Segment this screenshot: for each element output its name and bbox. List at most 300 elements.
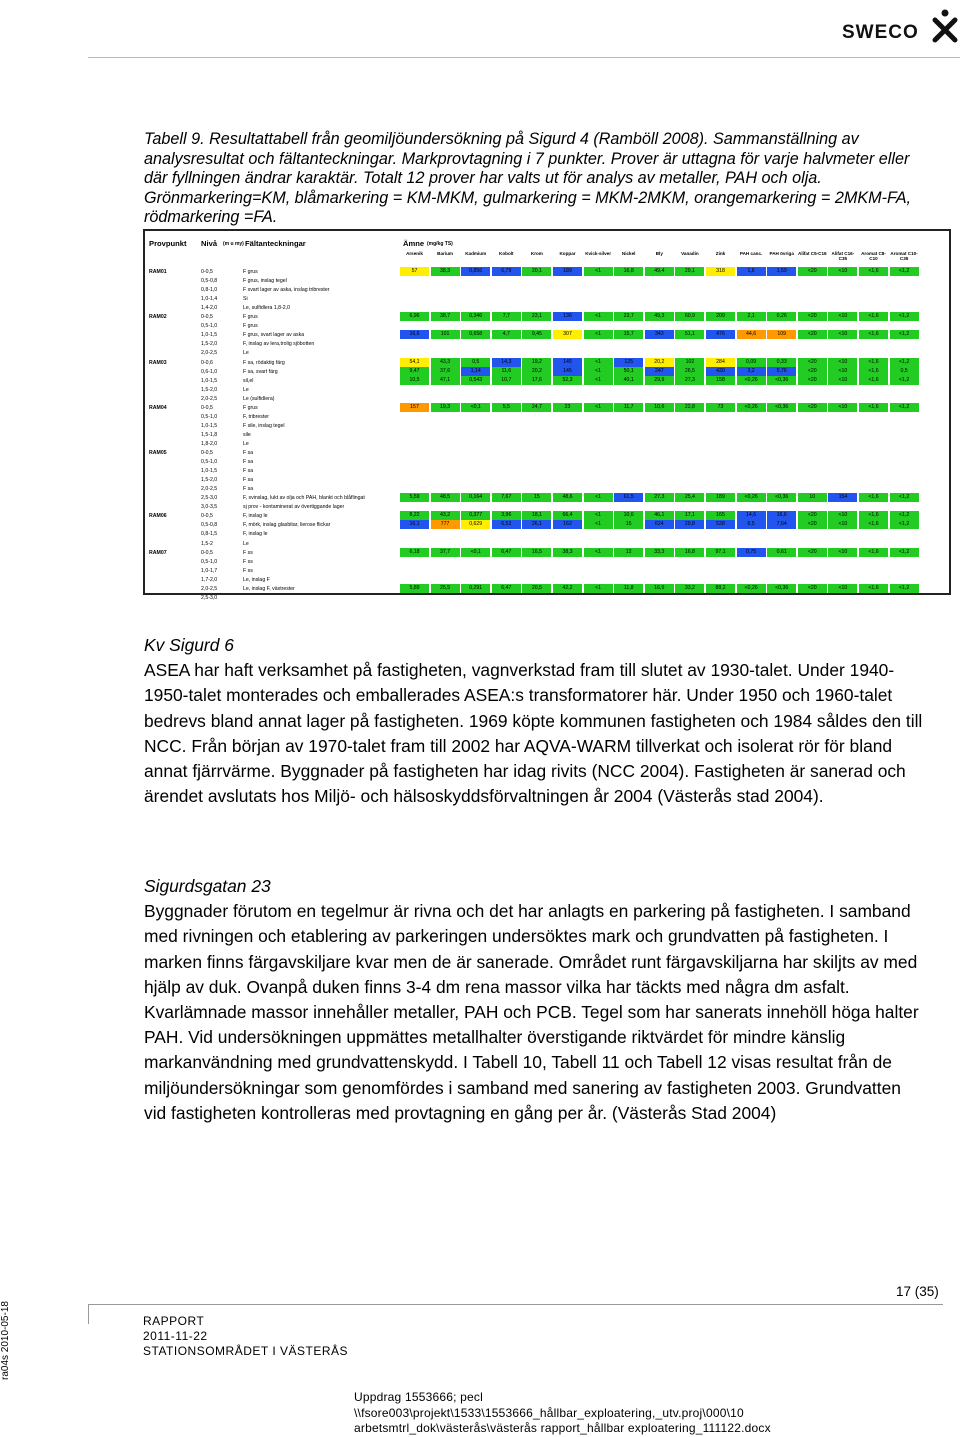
table-header bbox=[145, 231, 949, 251]
value-cell: 8,22 bbox=[400, 511, 429, 520]
value-cell: <1,6 bbox=[859, 403, 888, 412]
value-cell: 29,9 bbox=[645, 376, 674, 385]
provpunkt: RAM02 bbox=[149, 314, 167, 321]
value-cell: 46,1 bbox=[645, 511, 674, 520]
value-cell: 40,1 bbox=[614, 376, 643, 385]
value-cell: 20,2 bbox=[645, 358, 674, 367]
value-cell: 10,7 bbox=[492, 376, 521, 385]
value-cell: 476 bbox=[706, 330, 735, 339]
value-cell: 343 bbox=[645, 330, 674, 339]
niva: 0,5-0,8 bbox=[201, 278, 218, 285]
substance-header-label: Vanadin bbox=[681, 251, 699, 256]
doc-type: RAPPORT bbox=[143, 1314, 205, 1328]
value-cell: 73 bbox=[706, 403, 735, 412]
faltanteckning: Si bbox=[243, 296, 248, 303]
niva: 0-0,5 bbox=[201, 314, 213, 321]
value-cell: 1,59 bbox=[767, 267, 796, 276]
faltanteckning: Le bbox=[243, 350, 249, 357]
value-cell: 3,2 bbox=[737, 367, 766, 376]
value-cell: 23,1 bbox=[522, 312, 551, 321]
faltanteckning: F grus, svart lager av aska bbox=[243, 332, 305, 339]
value-cell: 162 bbox=[553, 520, 582, 529]
section-title: Kv Sigurd 6 bbox=[144, 635, 234, 655]
value-cell: <1 bbox=[584, 267, 613, 276]
niva: 0,6-1,0 bbox=[201, 368, 218, 375]
faltanteckning: sj prov - kontaminerat av övertiggande lager bbox=[243, 504, 345, 511]
value-cell: 101 bbox=[431, 330, 460, 339]
section-body: ASEA har haft verksamhet på fastigheten, vagnverkstad fram till slutet av 1930-talet. Under 1940-1950-talet monterades och emballerades ASEA:s transformatorer här. Under 1950 och 1960-talet bedrevs bland annat lager på fastigheten. 1969 köpte kommunen fastigheten och 1984 såldes den till NCC. Från början av 1970-talet fram till 2002 har AQVA-WARM tillverkat och isolerat rör för bland annat fjärrvärme. Byggnader på fastigheten har idag rivits (NCC 2004). Fastigheten är sanerad och ärendet avslutats hos Miljö- och hälsoskyddsförvaltningen år 2004 (Västerås stad 2004). bbox=[144, 660, 923, 807]
table-row bbox=[145, 593, 949, 604]
value-cell: <20 bbox=[798, 358, 827, 367]
footer-file-info bbox=[354, 1390, 771, 1437]
value-cell: 50,1 bbox=[614, 367, 643, 376]
col-niva-unit: (m u my) bbox=[223, 241, 244, 247]
value-cell: <1 bbox=[584, 493, 613, 502]
faltanteckning: F sa bbox=[243, 477, 254, 484]
value-cell: 1,6 bbox=[737, 267, 766, 276]
niva: 1,0-1,5 bbox=[201, 332, 218, 339]
value-cell: 430 bbox=[706, 367, 735, 376]
value-cell: 6,96 bbox=[400, 312, 429, 321]
value-cell: <20 bbox=[798, 403, 827, 412]
faltanteckning: sile bbox=[243, 431, 251, 438]
value-cell: <1 bbox=[584, 376, 613, 385]
footer-rule bbox=[88, 1304, 943, 1305]
niva: 1,5-2,0 bbox=[201, 477, 218, 484]
value-cell: 26,5 bbox=[675, 367, 704, 376]
faltanteckning: F sa bbox=[243, 468, 254, 475]
value-cell: <1,2 bbox=[890, 376, 919, 385]
faltanteckning: F grus, inslag tegel bbox=[243, 278, 287, 285]
value-cell: 247 bbox=[645, 367, 674, 376]
value-cell: 16,1 bbox=[400, 520, 429, 529]
value-cell: 7,7 bbox=[492, 312, 521, 321]
value-cell: 20,1 bbox=[522, 267, 551, 276]
substance-header-label: Kobolt bbox=[499, 251, 514, 256]
niva: 3,0-3,5 bbox=[201, 504, 218, 511]
value-cell: 14,6 bbox=[737, 511, 766, 520]
faltanteckning: Le bbox=[243, 540, 249, 547]
value-cell: 20,5 bbox=[522, 584, 551, 593]
value-cell: 189 bbox=[553, 267, 582, 276]
value-cell: 17,1 bbox=[675, 511, 704, 520]
value-cell: 25,5 bbox=[431, 584, 460, 593]
value-cell: 49,4 bbox=[645, 267, 674, 276]
provpunkt: RAM07 bbox=[149, 549, 167, 556]
col-faltanteckningar: Fältanteckningar bbox=[245, 239, 306, 248]
value-cell: <1,2 bbox=[890, 520, 919, 529]
col-amne-unit: (mg/kg TS) bbox=[427, 241, 453, 247]
value-cell: <20 bbox=[798, 376, 827, 385]
niva: 0,8-1,0 bbox=[201, 287, 218, 294]
substance-header-label: Aromat C8-C10 bbox=[861, 251, 886, 261]
value-cell: 25,4 bbox=[675, 493, 704, 502]
value-cell: <1,2 bbox=[890, 358, 919, 367]
niva: 1,5-1,8 bbox=[201, 431, 218, 438]
faltanteckning: F, tribrester bbox=[243, 413, 269, 420]
substance-header-label: Krom bbox=[530, 251, 543, 256]
value-cell: 48,5 bbox=[431, 493, 460, 502]
value-cell: <10 bbox=[828, 376, 857, 385]
niva: 0-0,5 bbox=[201, 549, 213, 556]
provpunkt: RAM01 bbox=[149, 269, 167, 275]
value-cell: 284 bbox=[706, 358, 735, 367]
value-cell: 17,6 bbox=[522, 376, 551, 385]
substance-header-label: Kvick-silver bbox=[585, 251, 611, 256]
value-cell: 16,6 bbox=[400, 330, 429, 339]
value-cell: 318 bbox=[706, 267, 735, 276]
value-cell: <0,36 bbox=[767, 403, 796, 412]
niva: 1,0-1,5 bbox=[201, 422, 218, 429]
value-cell: 29,1 bbox=[675, 267, 704, 276]
value-cell: 0,629 bbox=[461, 520, 490, 529]
niva: 2,5-3,0 bbox=[201, 495, 218, 502]
faltanteckning: F svart lager av aska, inslag tribrester bbox=[243, 287, 330, 294]
value-cell: 0,5 bbox=[461, 358, 490, 367]
faltanteckning: F, mörk, inslag glasbitar, lierose flickar bbox=[243, 522, 331, 529]
niva: 0,5-1,0 bbox=[201, 413, 218, 420]
value-cell: 4,7 bbox=[492, 330, 521, 339]
substance-header-label: Zink bbox=[715, 251, 726, 256]
value-cell: 38,3 bbox=[553, 548, 582, 557]
faltanteckning: F sa, rödaktig färg bbox=[243, 359, 285, 366]
value-cell: 624 bbox=[645, 520, 674, 529]
niva: 1,5-2,0 bbox=[201, 386, 218, 393]
section-kv-sigurd bbox=[144, 633, 924, 809]
value-cell: <20 bbox=[798, 548, 827, 557]
value-cell: <10 bbox=[828, 403, 857, 412]
value-cell: <20 bbox=[798, 511, 827, 520]
value-cell: <1,2 bbox=[890, 403, 919, 412]
faltanteckning: F ss bbox=[243, 567, 253, 574]
value-cell: 0,164 bbox=[461, 493, 490, 502]
value-cell: <0,26 bbox=[737, 376, 766, 385]
value-cell: <1 bbox=[584, 403, 613, 412]
provpunkt: RAM05 bbox=[149, 450, 167, 456]
result-table bbox=[143, 229, 951, 601]
value-cell: 49,3 bbox=[645, 312, 674, 321]
provpunkt: RAM03 bbox=[149, 359, 167, 366]
faltanteckning: F, inslag le bbox=[243, 513, 268, 520]
value-cell: 33,3 bbox=[645, 548, 674, 557]
value-cell: <1 bbox=[584, 367, 613, 376]
niva: 0-0,5 bbox=[201, 450, 213, 456]
value-cell: 23,7 bbox=[614, 312, 643, 321]
value-cell: 145 bbox=[553, 367, 582, 376]
value-cell: 11,7 bbox=[614, 403, 643, 412]
niva: 1,8-2,0 bbox=[201, 440, 218, 447]
faltanteckning: Le, inslag F, växtrester bbox=[243, 585, 295, 592]
value-cell: <0,36 bbox=[767, 584, 796, 593]
faltanteckning: F sile, inslag tegel bbox=[243, 422, 285, 429]
value-cell: <10 bbox=[828, 584, 857, 593]
value-cell: 27,3 bbox=[645, 493, 674, 502]
value-cell: 38,7 bbox=[431, 312, 460, 321]
value-cell: 43,2 bbox=[431, 511, 460, 520]
value-cell: <0,1 bbox=[461, 548, 490, 557]
faltanteckning: F ss bbox=[243, 549, 253, 556]
niva: 0,5-1,0 bbox=[201, 323, 218, 330]
substance-header-label: PAH canc. bbox=[739, 251, 763, 256]
value-cell: <1,2 bbox=[890, 548, 919, 557]
value-cell: <10 bbox=[828, 358, 857, 367]
value-cell: 52,3 bbox=[553, 376, 582, 385]
niva: 0,5-1,0 bbox=[201, 459, 218, 466]
value-cell: <10 bbox=[828, 330, 857, 339]
value-cell: 5,59 bbox=[400, 493, 429, 502]
faltanteckning: Le bbox=[243, 440, 249, 447]
value-cell: <10 bbox=[828, 312, 857, 321]
value-cell: 24,7 bbox=[522, 403, 551, 412]
col-amne: Ämne bbox=[403, 239, 425, 248]
value-cell: <10 bbox=[828, 367, 857, 376]
value-cell: 125 bbox=[614, 358, 643, 367]
value-cell: <0,36 bbox=[767, 493, 796, 502]
value-cell: 0,61 bbox=[767, 548, 796, 557]
value-cell: <1,6 bbox=[859, 267, 888, 276]
value-cell: 51,1 bbox=[675, 330, 704, 339]
logo-text: SWECO bbox=[842, 22, 919, 43]
value-cell: <1 bbox=[584, 330, 613, 339]
faltanteckning: F grus bbox=[243, 269, 258, 275]
niva: 0,5-0,8 bbox=[201, 522, 218, 529]
value-cell: 158 bbox=[706, 376, 735, 385]
value-cell: <1,6 bbox=[859, 312, 888, 321]
footer-rule-tick bbox=[88, 1304, 89, 1324]
value-cell: <20 bbox=[798, 367, 827, 376]
doc-date: 2011-11-22 bbox=[143, 1329, 208, 1343]
value-cell: 0,09 bbox=[737, 358, 766, 367]
value-cell: 0,543 bbox=[461, 376, 490, 385]
value-cell: 97,1 bbox=[706, 548, 735, 557]
niva: 1,5-2 bbox=[201, 540, 213, 547]
header-rule bbox=[88, 57, 960, 58]
substance-header-label: Aromat C10-C35 bbox=[890, 251, 918, 261]
value-cell: 37,7 bbox=[431, 548, 460, 557]
faltanteckning: F, svinslag, lukt av olja och PAH, blankt och blåflingat bbox=[243, 495, 365, 502]
niva: 0-0,6 bbox=[201, 359, 213, 366]
value-cell: 19,3 bbox=[431, 403, 460, 412]
value-cell: 15 bbox=[614, 520, 643, 529]
substance-header-label: Arsenik bbox=[406, 251, 423, 256]
value-cell: 47,1 bbox=[431, 376, 460, 385]
value-cell: 209 bbox=[706, 312, 735, 321]
niva: 2,0-2,5 bbox=[201, 395, 218, 402]
value-cell: <1 bbox=[584, 584, 613, 593]
value-cell: 145 bbox=[553, 358, 582, 367]
value-cell: 37,6 bbox=[431, 367, 460, 376]
value-cell: 3,96 bbox=[492, 511, 521, 520]
niva: 1,0-1,5 bbox=[201, 468, 218, 475]
niva: 2,0-2,5 bbox=[201, 350, 218, 357]
value-cell: 0,658 bbox=[461, 330, 490, 339]
value-cell: <1 bbox=[584, 358, 613, 367]
value-cell: <1,6 bbox=[859, 358, 888, 367]
value-cell: 15,7 bbox=[614, 330, 643, 339]
value-cell: 538 bbox=[706, 520, 735, 529]
niva: 2,5-3,0 bbox=[201, 594, 218, 601]
faltanteckning: sil,el bbox=[243, 377, 254, 384]
value-cell: 22,8 bbox=[675, 403, 704, 412]
file-path-1: \\fsore003\projekt\1533\1553666_hållbar_exploatering,_utv.proj\000\10 bbox=[354, 1405, 744, 1420]
substance-header-label: Koppar bbox=[559, 251, 576, 256]
value-cell: 54,1 bbox=[400, 358, 429, 367]
faltanteckning: Le bbox=[243, 386, 249, 393]
substance-header-label: Alifat C5-C16 bbox=[798, 251, 827, 256]
niva: 1,4-2,0 bbox=[201, 305, 218, 312]
value-cell: 38,3 bbox=[431, 267, 460, 276]
value-cell: 6,52 bbox=[492, 520, 521, 529]
footer-meta bbox=[143, 1314, 348, 1359]
faltanteckning: F grus bbox=[243, 404, 258, 411]
value-cell: <1,6 bbox=[859, 367, 888, 376]
faltanteckning: F grus bbox=[243, 323, 258, 330]
uppdrag: Uppdrag 1553666; pecl bbox=[354, 1390, 483, 1404]
value-cell: 307 bbox=[553, 330, 582, 339]
value-cell: 7,64 bbox=[767, 520, 796, 529]
value-cell: 11,6 bbox=[492, 367, 521, 376]
value-cell: <20 bbox=[798, 330, 827, 339]
section-sigurdsgatan bbox=[144, 874, 924, 1126]
value-cell: 33,2 bbox=[675, 584, 704, 593]
value-cell: 16,8 bbox=[614, 267, 643, 276]
faltanteckning: Le, sulfidlera 1,8-2,0 bbox=[243, 305, 291, 312]
value-cell: 165 bbox=[706, 511, 735, 520]
value-cell: <10 bbox=[828, 548, 857, 557]
value-cell: 6,47 bbox=[492, 548, 521, 557]
value-cell: 777 bbox=[431, 520, 460, 529]
niva: 1,0-1,7 bbox=[201, 567, 218, 574]
value-cell: 102 bbox=[675, 358, 704, 367]
value-cell: 23 bbox=[553, 403, 582, 412]
value-cell: <1,6 bbox=[859, 584, 888, 593]
value-cell: 29,8 bbox=[675, 520, 704, 529]
value-cell: 14,3 bbox=[492, 358, 521, 367]
value-cell: <0,1 bbox=[461, 403, 490, 412]
section-title: Sigurdsgatan 23 bbox=[144, 876, 271, 896]
side-template-code: ra04s 2010-05-18 bbox=[0, 1301, 11, 1380]
value-cell: 9,45 bbox=[522, 330, 551, 339]
value-cell: 0,5 bbox=[890, 367, 919, 376]
sweco-mark-icon bbox=[930, 8, 960, 42]
value-cell: 0,33 bbox=[767, 358, 796, 367]
col-provpunkt: Provpunkt bbox=[149, 239, 187, 248]
substance-header-label: Nickel bbox=[621, 251, 636, 256]
value-cell: <1,2 bbox=[890, 493, 919, 502]
value-cell: <1,6 bbox=[859, 520, 888, 529]
value-cell: <0,26 bbox=[737, 584, 766, 593]
faltanteckning: F, inslag le bbox=[243, 531, 268, 538]
col-niva: Nivå bbox=[201, 239, 218, 248]
value-cell: <10 bbox=[828, 267, 857, 276]
substance-header-label: PAH övriga bbox=[769, 251, 794, 256]
substance-header-label: Alifat C16-C35 bbox=[831, 251, 855, 261]
faltanteckning: F sa, svart färg bbox=[243, 368, 278, 375]
faltanteckning: F grus bbox=[243, 314, 258, 321]
faltanteckning: F sa bbox=[243, 450, 254, 456]
niva: 2,0-2,5 bbox=[201, 486, 218, 493]
provpunkt: RAM04 bbox=[149, 404, 167, 411]
niva: 0,5-1,0 bbox=[201, 558, 218, 565]
value-cell: 60,9 bbox=[675, 312, 704, 321]
niva: 0,8-1,5 bbox=[201, 531, 218, 538]
value-cell: <20 bbox=[798, 520, 827, 529]
value-cell: 5,89 bbox=[400, 584, 429, 593]
niva: 0-0,5 bbox=[201, 269, 213, 275]
value-cell: 66,4 bbox=[553, 511, 582, 520]
value-cell: 157 bbox=[400, 403, 429, 412]
value-cell: <1,6 bbox=[859, 511, 888, 520]
value-cell: 18,1 bbox=[522, 511, 551, 520]
value-cell: 0,75 bbox=[737, 548, 766, 557]
value-cell: 0,26 bbox=[767, 312, 796, 321]
value-cell: <0,26 bbox=[737, 403, 766, 412]
value-cell: 26,1 bbox=[522, 520, 551, 529]
value-cell: <20 bbox=[798, 267, 827, 276]
value-cell: 2,1 bbox=[737, 312, 766, 321]
niva: 0-0,5 bbox=[201, 513, 213, 520]
value-cell: 15 bbox=[522, 493, 551, 502]
value-cell: <1,6 bbox=[859, 330, 888, 339]
faltanteckning: F sa bbox=[243, 486, 254, 493]
substance-header-label: Kadmium bbox=[465, 251, 487, 256]
value-cell: 16,6 bbox=[767, 511, 796, 520]
value-cell: <1,6 bbox=[859, 548, 888, 557]
value-cell: <1 bbox=[584, 520, 613, 529]
sweco-logo bbox=[842, 8, 960, 44]
value-cell: <1,2 bbox=[890, 330, 919, 339]
value-cell: 6,18 bbox=[400, 548, 429, 557]
value-cell: 20,2 bbox=[522, 367, 551, 376]
value-cell: 10,6 bbox=[645, 403, 674, 412]
table-caption: Tabell 9. Resultattabell från geomiljöundersökning på Sigurd 4 (Ramböll 2008). Sammanställning av analysresultat och fältanteckningar. Markprovtagning i 7 punkter. Prover är uttagna för varje halvmeter eller där fyllningen ändrar karaktär. Totalt 12 prover har valts ut för analys av metaller, PAH och olja. Grönmarkering=KM, blåmarkering = KM-MKM, gulmarkering = MKM-2MKM, orangemarkering = 2MKM-FA, rödmarkering =FA. bbox=[144, 130, 912, 227]
value-cell: 27,3 bbox=[675, 376, 704, 385]
value-cell: 9,47 bbox=[400, 367, 429, 376]
niva: 1,0-1,4 bbox=[201, 296, 218, 303]
value-cell: 154 bbox=[828, 493, 857, 502]
value-cell: <1,6 bbox=[859, 376, 888, 385]
value-cell: <1,2 bbox=[890, 267, 919, 276]
provpunkt: RAM06 bbox=[149, 513, 167, 520]
faltanteckning: F sa bbox=[243, 459, 254, 466]
value-cell: 48,6 bbox=[553, 493, 582, 502]
file-path-2: arbetsmtrl_dok\västerås\västerås rapport_hållbar exploatering_111122.docx bbox=[354, 1421, 771, 1435]
value-cell: 1,14 bbox=[461, 367, 490, 376]
value-cell: 44,6 bbox=[737, 330, 766, 339]
value-cell: <20 bbox=[798, 584, 827, 593]
value-cell: 136 bbox=[553, 312, 582, 321]
value-cell: <0,26 bbox=[737, 493, 766, 502]
value-cell: 12 bbox=[614, 548, 643, 557]
faltanteckning: Le, inslag F bbox=[243, 576, 270, 583]
value-cell: 6,79 bbox=[492, 267, 521, 276]
value-cell: 5,76 bbox=[767, 367, 796, 376]
value-cell: 88,2 bbox=[706, 584, 735, 593]
value-cell: 16,8 bbox=[675, 548, 704, 557]
value-cell: <20 bbox=[798, 312, 827, 321]
value-cell: <0,36 bbox=[767, 376, 796, 385]
value-cell: 5,5 bbox=[492, 403, 521, 412]
value-cell: 16,9 bbox=[645, 584, 674, 593]
niva: 1,7-2,0 bbox=[201, 576, 218, 583]
value-cell: <1 bbox=[584, 511, 613, 520]
value-cell: 10,5 bbox=[400, 376, 429, 385]
project-name: STATIONSOMRÅDET I VÄSTERÅS bbox=[143, 1344, 349, 1358]
value-cell: 0,291 bbox=[461, 584, 490, 593]
value-cell: 0,856 bbox=[461, 267, 490, 276]
value-cell: 43,3 bbox=[431, 358, 460, 367]
page-number: 17 (35) bbox=[896, 1284, 939, 1299]
